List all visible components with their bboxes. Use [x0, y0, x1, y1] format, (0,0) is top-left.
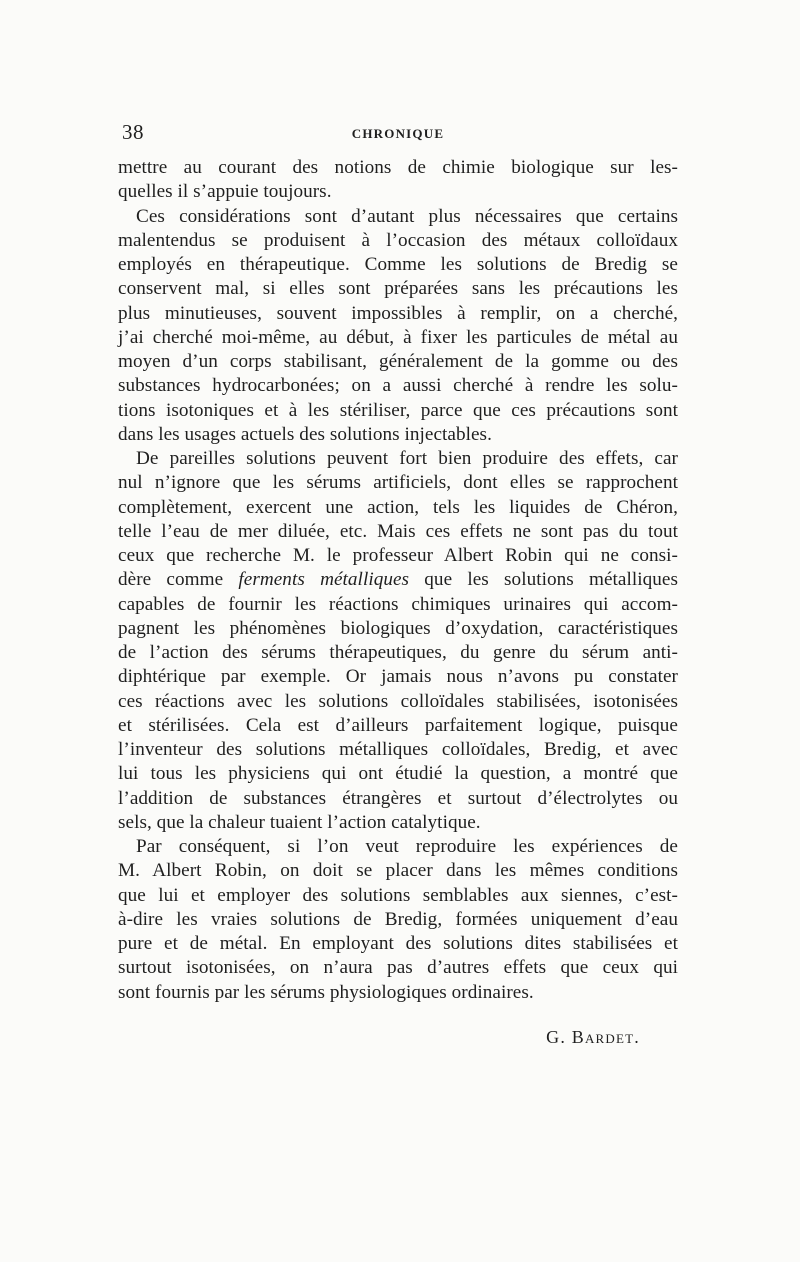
text-line: que lui et employer des solutions semblables aux siennes, c’est-: [118, 884, 678, 906]
text-line: employés en thérapeutique. Comme les solutions de Bredig se: [118, 254, 678, 275]
running-head: CHRONIQUE: [351, 126, 445, 141]
text-line: de l’action des sérums thérapeutiques, du genre du sérum anti-: [118, 642, 678, 663]
text-line: sont fournis par les sérums physiologiques ordinaires.: [118, 981, 534, 1003]
text-line: tions isotoniques et à les stériliser, parce que ces précautions sont: [118, 399, 678, 421]
body-text: [118, 156, 678, 1005]
text-line: substances hydrocarbonées; on a aussi cherché à rendre les solu-: [118, 375, 678, 397]
text-line: conservent mal, si elles sont préparées sans les précautions les: [118, 278, 678, 300]
text-line: sels, que la chaleur tuaient l’action catalytique.: [118, 811, 481, 833]
text-segment: dère comme: [118, 569, 239, 591]
text-line: l’inventeur des solutions métalliques colloïdales, Bredig, et avec: [118, 739, 678, 760]
text-line: diphtérique par exemple. Or jamais nous n’avons pu constater: [118, 666, 678, 688]
text-segment: que les solutions métalliques: [409, 569, 678, 591]
text-line: plus minutieuses, souvent impossibles à remplir, on a cherché,: [118, 302, 678, 324]
text-line: dans les usages actuels des solutions injectables.: [118, 423, 492, 445]
text-line: mettre au courant des notions de chimie biologique sur les-: [118, 157, 678, 178]
text-line: et stérilisées. Cela est d’ailleurs parfaitement logique, puisque: [118, 714, 678, 736]
text-line: quelles il s’appuie toujours.: [118, 181, 332, 203]
text-line: lui tous les physiciens qui ont étudié la question, a montré que: [118, 763, 678, 785]
text-line: ceux que recherche M. le professeur Albert Robin qui ne consi-: [118, 545, 678, 566]
text-line: ces réactions avec les solutions colloïdales stabilisées, isotonisées: [118, 690, 678, 712]
text-line: nul n’ignore que les sérums artificiels, dont elles se rapprochent: [118, 472, 678, 494]
text-line: [118, 568, 678, 592]
text-line: moyen d’un corps stabilisant, généralement de la gomme ou des: [118, 351, 678, 372]
text-line: j’ai cherché moi-même, au début, à fixer les particules de métal au: [118, 326, 678, 348]
page-header: [118, 120, 678, 146]
text-line: M. Albert Robin, on doit se placer dans les mêmes conditions: [118, 860, 678, 882]
text-line: De pareilles solutions peuvent fort bien produire des effets, car: [136, 448, 678, 469]
text-line: Ces considérations sont d’autant plus nécessaires que certains: [136, 205, 678, 227]
page-number: 38: [122, 120, 144, 144]
text-line: capables de fournir les réactions chimiques urinaires qui accom-: [118, 593, 678, 615]
text-line: à-dire les vraies solutions de Bredig, formées uniquement d’eau: [118, 908, 678, 930]
italic-phrase: ferments métalliques: [238, 569, 410, 591]
text-line: malentendus se produisent à l’occasion des métaux colloïdaux: [118, 229, 678, 251]
text-line: surtout isotonisées, on n’aura pas d’autres effets que ceux qui: [118, 957, 678, 979]
text-line: telle l’eau de mer diluée, etc. Mais ces effets ne sont pas du tout: [118, 520, 678, 542]
text-line: pagnent les phénomènes biologiques d’oxydation, caractéristiques: [118, 617, 678, 639]
text-line: Par conséquent, si l’on veut reproduire les expériences de: [136, 836, 678, 857]
text-line: complètement, exercent une action, tels les liquides de Chéron,: [118, 496, 678, 518]
text-line: l’addition de substances étrangères et surtout d’électrolytes ou: [118, 787, 678, 809]
author-signature: G. Bardet.: [546, 1027, 640, 1047]
text-line: pure et de métal. En employant des solutions dites stabilisées et: [118, 933, 678, 954]
